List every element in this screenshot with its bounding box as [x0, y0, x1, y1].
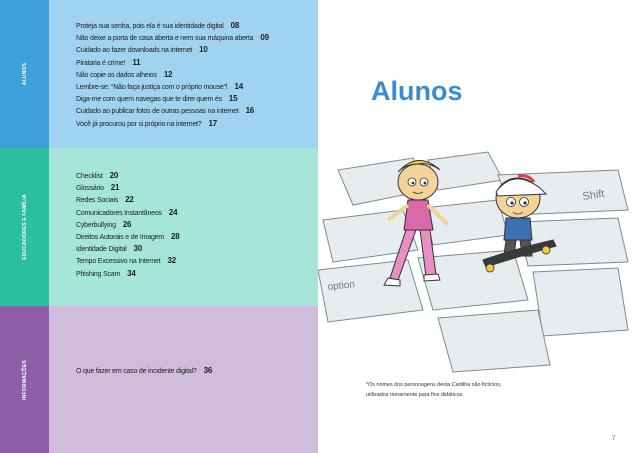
toc-entry[interactable]	[76, 20, 269, 32]
toc-entry-title: O que fazer em caso de incidente digital?	[76, 368, 197, 375]
toc-entry-page: 16	[245, 106, 255, 116]
toc-entry[interactable]	[76, 268, 179, 280]
toc-entry[interactable]	[76, 365, 212, 377]
toc-entry[interactable]	[76, 194, 179, 206]
toc-entry-title: Proteja sua senha, pois ela é sua identidade digital	[76, 23, 224, 30]
key-label-shift: Shift	[581, 188, 606, 203]
toc-list	[76, 170, 179, 280]
section-alunos	[0, 0, 318, 148]
toc-entry[interactable]	[76, 182, 179, 194]
toc-entry-title: Direitos Autorais e de Imagem	[76, 233, 164, 241]
toc-entry[interactable]	[76, 231, 179, 243]
toc-entry-page: 21	[110, 183, 120, 193]
section-tab-label: ALUNOS	[21, 62, 28, 86]
toc-entry-title: Phishing Scam	[76, 270, 121, 278]
toc-entry-title: Cuidado ao fazer downloads na internet	[76, 47, 193, 55]
toc-entry-page: 10	[199, 45, 208, 55]
toc-entry-page: 08	[230, 21, 240, 30]
toc-entry[interactable]	[76, 170, 179, 182]
toc-entry-title: Não copie os dados alheios	[76, 71, 157, 79]
toc-entry[interactable]	[76, 32, 269, 44]
toc-entry-page: 22	[125, 195, 134, 205]
table-of-contents	[0, 0, 318, 453]
toc-entry-page: 32	[167, 256, 176, 266]
characters-note: *Os nomes dos personagens desta Cartilha são fictícios, utilizados meramente para fins didáticos.	[366, 382, 502, 398]
toc-list	[76, 365, 212, 377]
toc-entry-title: Checklist	[76, 173, 103, 180]
section-tab-educadores	[0, 148, 49, 306]
toc-entry-title: Cyberbullying	[76, 221, 116, 229]
toc-entry-title: Glossário	[76, 185, 104, 193]
toc-entry-page: 12	[163, 69, 173, 79]
section-informacoes	[0, 306, 318, 453]
toc-entry[interactable]	[76, 207, 179, 219]
toc-entry-title: Não deixe a porta de casa aberta e nem sua máquina aberta	[76, 35, 254, 43]
toc-entry-page: 26	[122, 219, 132, 229]
toc-entry[interactable]	[76, 105, 269, 117]
section-educadores	[0, 148, 318, 306]
toc-entry[interactable]	[76, 69, 269, 81]
toc-entry[interactable]	[76, 81, 269, 93]
toc-entry-title: Tempo Excessivo na Internet	[76, 258, 161, 266]
toc-entry-title: Você já procurou por si próprio na internet?	[76, 120, 202, 128]
toc-entry-page: 30	[133, 244, 142, 254]
toc-entry-page: 17	[208, 118, 217, 128]
toc-entry[interactable]	[76, 255, 179, 267]
keyboard-keys	[318, 152, 628, 372]
toc-entry-page: 28	[170, 231, 180, 241]
toc-entry-title: Identidade Digital	[76, 246, 127, 254]
toc-entry-page: 11	[132, 57, 141, 67]
kids-on-keyboard-illustration	[318, 150, 638, 375]
toc-entry-title: Comunicadores Instantâneos	[76, 209, 162, 217]
toc-entry-page: 20	[109, 171, 119, 180]
section-tab-informacoes	[0, 306, 49, 453]
toc-entry[interactable]	[76, 57, 269, 69]
key-label-option: option	[327, 279, 356, 293]
section-panel	[49, 306, 318, 453]
toc-entry-title: Lembre-se: “Não faça justiça com o próprio mouse”!	[76, 83, 228, 91]
toc-entry-page: 36	[203, 366, 213, 375]
toc-entry[interactable]	[76, 93, 269, 105]
toc-entry-title: Pirataria é crime!	[76, 59, 126, 67]
toc-list	[76, 20, 269, 130]
toc-entry[interactable]	[76, 243, 179, 255]
section-tab-label: INFORMAÇÕES	[21, 359, 28, 400]
toc-entry-title: Cuidado ao publicar fotos de outras pessoas na internet	[76, 108, 239, 116]
toc-entry-page: 24	[168, 207, 178, 217]
toc-entry-title: Diga-me com quem navegas que te direi quem és	[76, 96, 222, 104]
toc-entry-page: 34	[127, 268, 136, 278]
toc-entry-page: 14	[234, 81, 243, 91]
section-tab-alunos	[0, 0, 49, 148]
toc-entry[interactable]	[76, 219, 179, 231]
page-title: Alunos	[371, 76, 463, 106]
toc-entry-page: 15	[228, 94, 238, 104]
toc-entry-page: 09	[260, 33, 269, 43]
section-tab-label: EDUCADORES E FAMÍLIA	[21, 194, 28, 260]
page-number: 7	[612, 436, 616, 442]
toc-entry-title: Redes Sociais	[76, 197, 119, 205]
toc-entry[interactable]	[76, 118, 269, 130]
toc-entry[interactable]	[76, 44, 269, 56]
